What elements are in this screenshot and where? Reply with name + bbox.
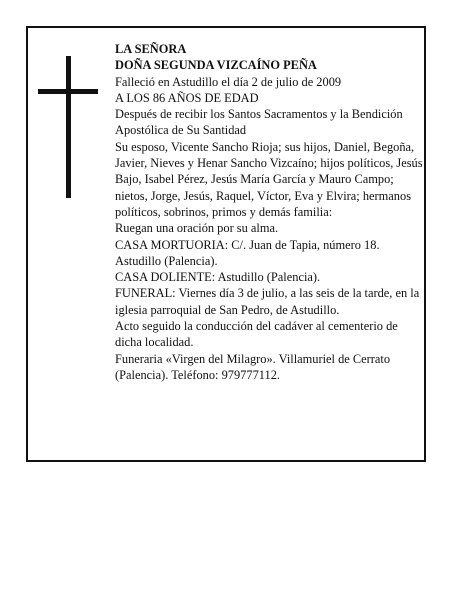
cross-icon	[38, 56, 98, 198]
casa-doliente-paragraph: CASA DOLIENTE: Astudillo (Palencia).	[115, 270, 321, 285]
sacraments-paragraph: Después de recibir los Santos Sacramentos y la Bendición Apostólica de Su Santidad	[115, 107, 403, 138]
notice-title-line1: LA SEÑORA	[115, 42, 187, 56]
casa-mortuoria-paragraph: CASA MORTUORIA: C/. Juan de Tapia, número 18. Astudillo (Palencia).	[115, 237, 380, 268]
family-paragraph: Su esposo, Vicente Sancho Rioja; sus hijos, Daniel, Begoña, Javier, Nieves y Henar Sancho Vizcaíno; hijos políticos, Jesús Bajo, Isabel Pérez, Jesús María García y Mauro Campo; nietos, Jorge, Jesús, Raquel, Víctor, Eva y Elvira; hermanos políticos, sobrinos, primos y demás familia:	[115, 139, 423, 219]
age-line: A LOS 86 AÑOS DE EDAD	[115, 90, 259, 105]
death-line: Falleció en Astudillo el día 2 de julio de 2009	[115, 74, 342, 89]
cross-vertical-bar	[66, 56, 71, 198]
obituary-notice	[26, 26, 426, 462]
conduccion-paragraph: Acto seguido la conducción del cadáver al cementerio de dicha localidad.	[115, 319, 398, 350]
deceased-name: DOÑA SEGUNDA VIZCAÍNO PEÑA	[115, 58, 317, 73]
cross-horizontal-bar	[38, 89, 98, 94]
prayer-paragraph: Ruegan una oración por su alma.	[115, 221, 279, 236]
notice-text	[115, 41, 425, 383]
funeral-paragraph: FUNERAL: Viernes día 3 de julio, a las seis de la tarde, en la iglesia parroquial de San Pedro, de Astudillo.	[115, 286, 420, 317]
funeraria-paragraph: Funeraria «Virgen del Milagro». Villamuriel de Cerrato (Palencia). Teléfono: 979777112.	[115, 351, 391, 382]
